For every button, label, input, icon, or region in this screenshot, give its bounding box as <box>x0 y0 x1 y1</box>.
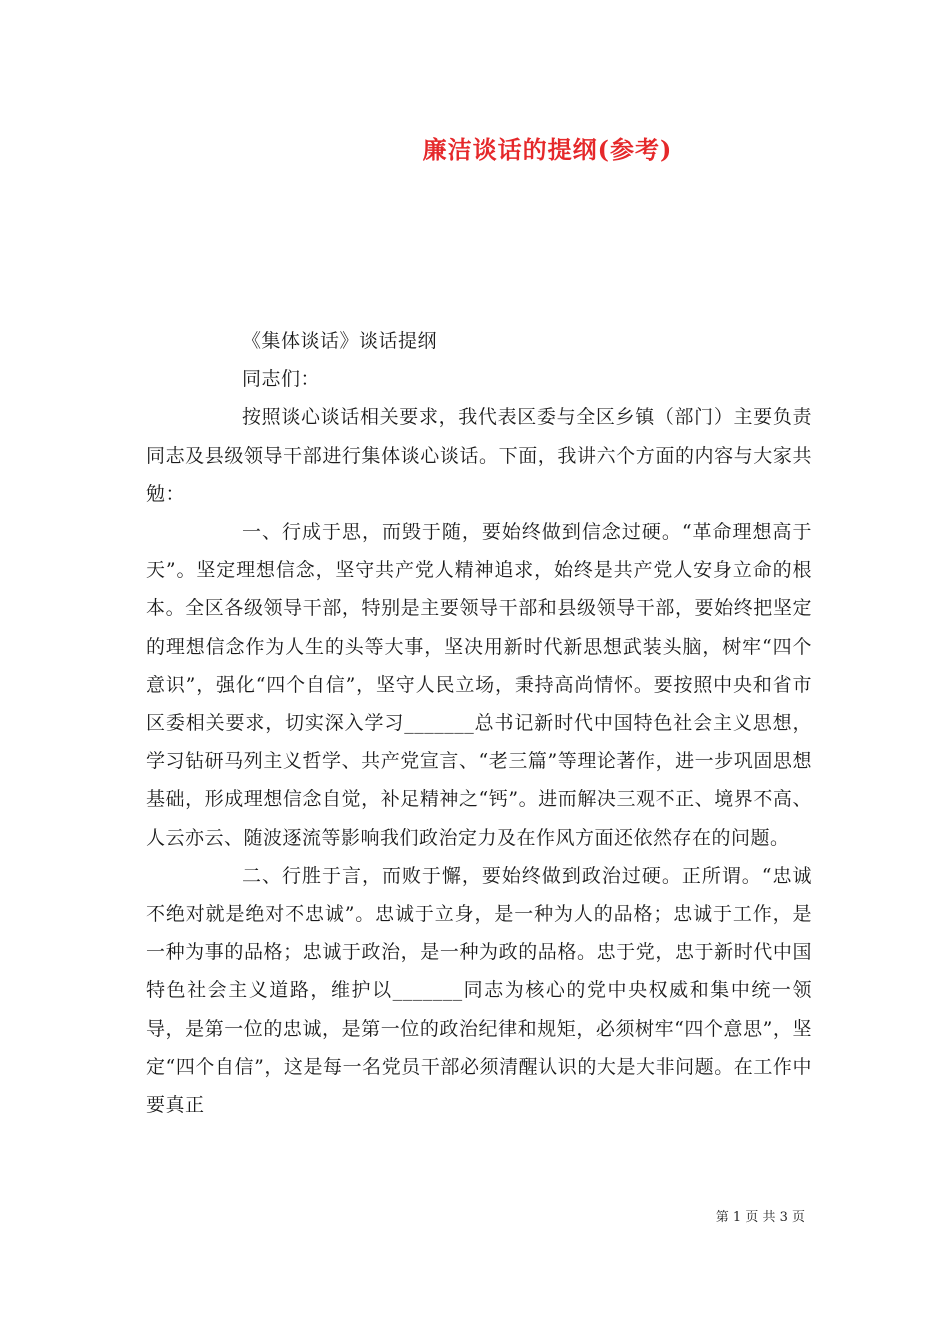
page-number: 第 1 页 共 3 页 <box>715 1210 805 1225</box>
document-body <box>146 322 812 1124</box>
section-two-paragraph: 二、行胜于言，而败于懈，要始终做到政治过硬。正所谓。“忠诚不绝对就是绝对不忠诚”。忠诚于立身，是一种为人的品格；忠诚于工作，是一种为事的品格；忠诚于政治，是一种为政的品格。忠于党，忠于新时代中国特色社会主义道路，维护以_______同志为核心的党中央权威和集中统一领导，是第一位的忠诚，是第一位的政治纪律和规矩，必须树牢“四个意思”，坚定“四个自信”，这是每一名党员干部必须清醒认识的大是大非问题。在工作中要真正 <box>146 864 812 1117</box>
intro-paragraph: 按照谈心谈话相关要求，我代表区委与全区乡镇（部门）主要负责同志及县级领导干部进行集体谈心谈话。下面，我讲六个方面的内容与大家共勉： <box>146 406 812 505</box>
section-one-paragraph: 一、行成于思，而毁于随，要始终做到信念过硬。“革命理想高于天”。坚定理想信念，坚守共产党人精神追求，始终是共产党人安身立命的根本。全区各级领导干部，特别是主要领导干部和县级领导干部，要始终把坚定的理想信念作为人生的头等大事，坚决用新时代新思想武装头脑，树牢“四个意识”，强化“四个自信”，坚守人民立场，秉持高尚情怀。要按照中央和省市区委相关要求，切实深入学习_______总书记新时代中国特色社会主义思想，学习钻研马列主义哲学、共产党宣言、“老三篇”等理论著作，进一步巩固思想基础，形成理想信念自觉，补足精神之“钙”。进而解决三观不正、境界不高、人云亦云、随波逐流等影响我们政治定力及在作风方面还依然存在的问题。 <box>146 521 812 849</box>
talk-outline-heading: 《集体谈话》谈话提纲 <box>242 330 438 352</box>
salutation: 同志们： <box>242 368 321 391</box>
document-title: 廉洁谈话的提纲(参考) <box>422 135 673 164</box>
